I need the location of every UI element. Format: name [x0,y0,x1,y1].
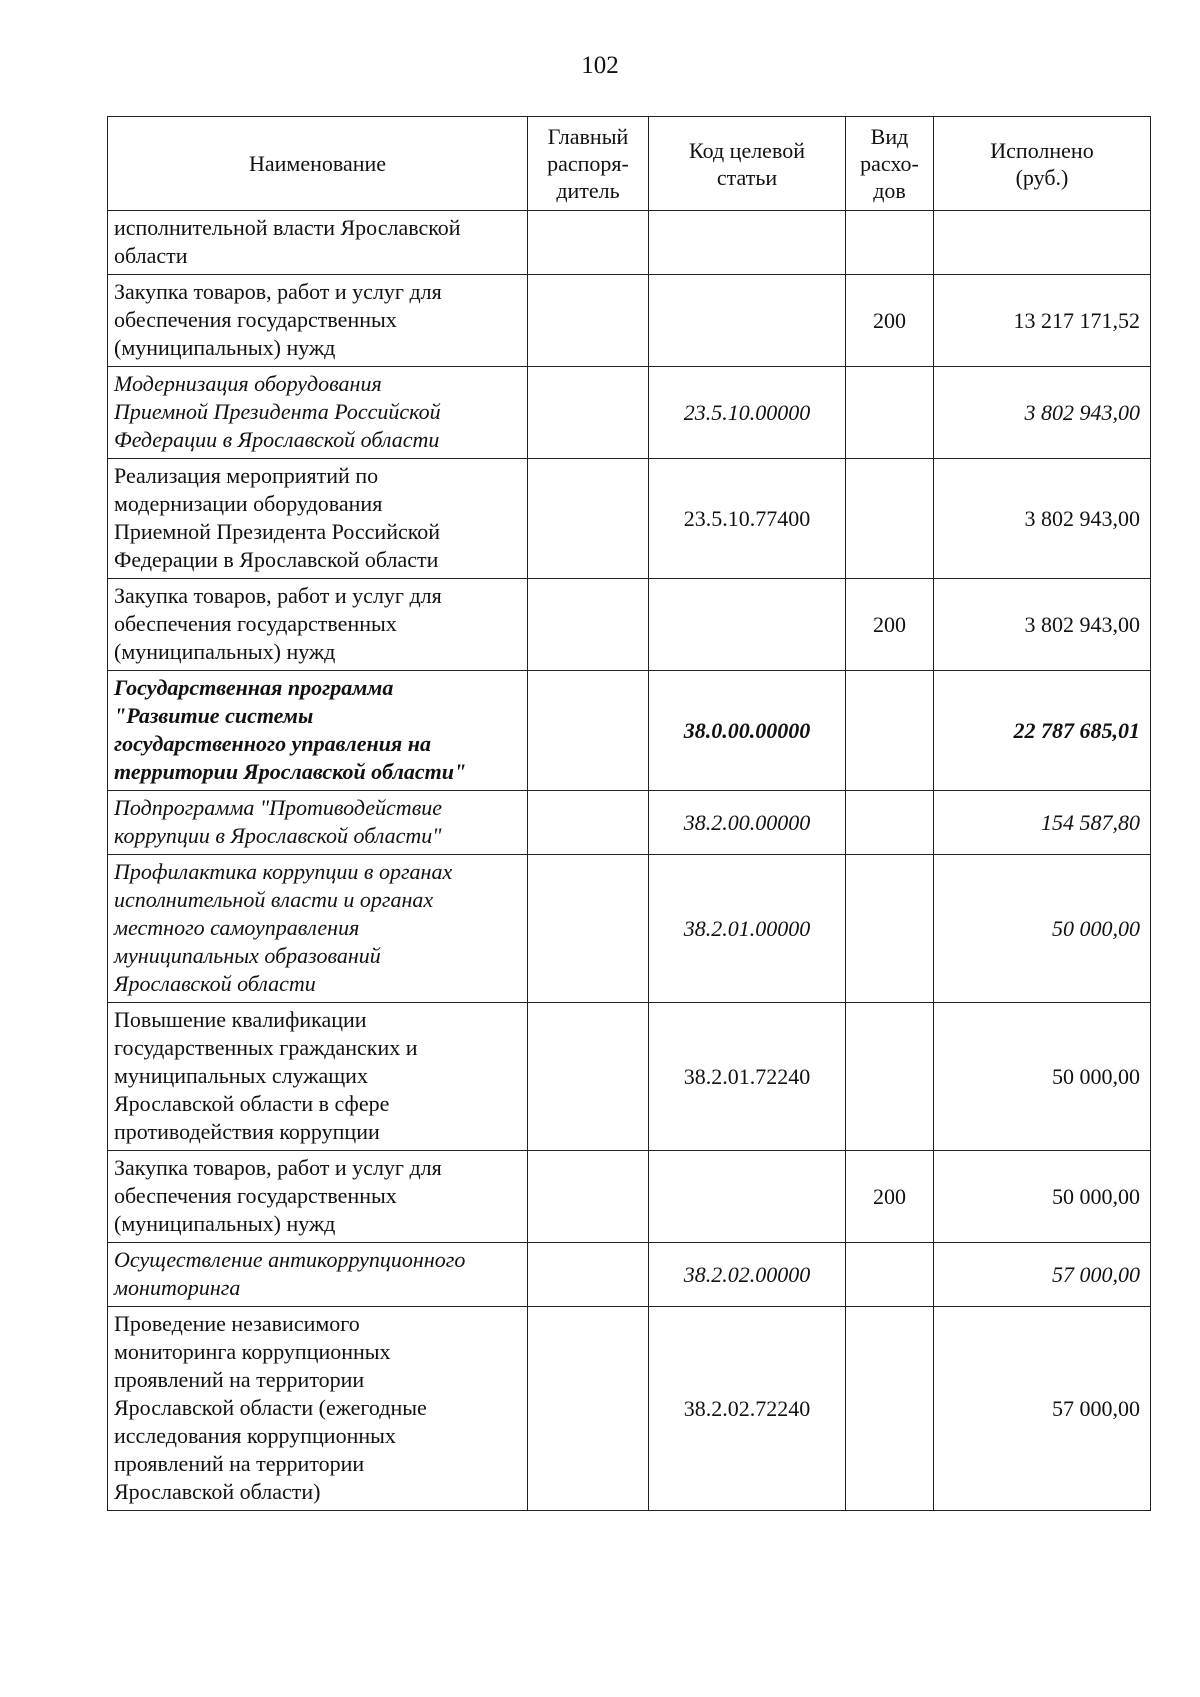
cell-name-line: Ярославской области) [114,1479,321,1504]
cell-name [108,1243,528,1307]
cell-name-line: исследования коррупционных [114,1423,396,1448]
cell-executed-amount: 57 000,00 [934,1307,1151,1511]
cell-admin [528,791,649,855]
cell-name-line: обеспечения государственных [114,611,397,636]
cell-executed-amount: 154 587,80 [934,791,1151,855]
cell-admin [528,367,649,459]
cell-executed-amount: 3 802 943,00 [934,579,1151,671]
cell-name-line: исполнительной власти Ярославской [114,215,461,240]
header-type-line: дов [873,178,906,203]
cell-name [108,1003,528,1151]
cell-name-line: Осуществление антикоррупционного [114,1247,466,1272]
cell-executed-amount [934,211,1151,275]
header-done-line: Исполнено [990,137,1094,163]
cell-name-line: Федерации в Ярославской области [114,547,439,572]
cell-target-code: 38.2.01.72240 [649,1003,846,1151]
cell-name-line: Ярославской области (ежегодные [114,1395,427,1420]
header-code-line: Код целевой [689,137,805,163]
cell-name [108,1307,528,1511]
cell-expense-type [846,671,934,791]
cell-name-line: Приемной Президента Российской [114,399,441,424]
cell-name-line: Проведение независимого [114,1311,360,1336]
cell-target-code [649,275,846,367]
header-admin-line: Главный [547,124,629,149]
header-name [108,117,528,211]
cell-expense-type [846,367,934,459]
cell-admin [528,211,649,275]
cell-name-line: мониторинга коррупционных [114,1339,391,1364]
header-admin-line: дитель [556,178,620,203]
table-row [108,275,1151,367]
cell-name [108,367,528,459]
cell-target-code [649,579,846,671]
header-done [934,117,1151,211]
cell-name-line: Повышение квалификации [114,1007,367,1032]
cell-name-line: (муниципальных) нужд [114,335,336,360]
header-type-line: Вид [870,124,909,149]
cell-name-line: обеспечения государственных [114,307,397,332]
table-row [108,671,1151,791]
header-code [649,117,846,211]
cell-name [108,855,528,1003]
cell-name [108,671,528,791]
header-admin-line: распоря- [547,151,629,176]
cell-name-line: муниципальных образований [114,943,381,968]
cell-name [108,211,528,275]
cell-admin [528,579,649,671]
cell-name-line: "Развитие системы [114,703,314,728]
cell-name-line: местного самоуправления [114,915,360,940]
cell-name-line: Приемной Президента Российской [114,519,441,544]
cell-expense-type [846,855,934,1003]
cell-name-line: государственных гражданских и [114,1035,418,1060]
cell-admin [528,1003,649,1151]
cell-target-code: 23.5.10.77400 [649,459,846,579]
header-type [846,117,934,211]
cell-name-line: проявлений на территории [114,1451,365,1476]
cell-executed-amount: 3 802 943,00 [934,459,1151,579]
table-row [108,1151,1151,1243]
header-admin [528,117,649,211]
cell-target-code: 38.2.02.00000 [649,1243,846,1307]
cell-name-line: Закупка товаров, работ и услуг для [114,583,442,608]
cell-expense-type [846,459,934,579]
cell-expense-type [846,1003,934,1151]
cell-name [108,791,528,855]
cell-name [108,459,528,579]
cell-name-line: области [114,243,188,268]
cell-name [108,579,528,671]
cell-name-line: Ярославской области в сфере [114,1091,390,1116]
cell-name [108,275,528,367]
cell-target-code [649,1151,846,1243]
table-row [108,791,1151,855]
cell-expense-type: 200 [846,275,934,367]
cell-name [108,1151,528,1243]
cell-target-code: 38.2.02.72240 [649,1307,846,1511]
header-type-line: расхо- [860,151,919,176]
cell-executed-amount: 57 000,00 [934,1243,1151,1307]
cell-name-line: Реализация мероприятий по [114,463,379,488]
cell-expense-type [846,211,934,275]
cell-name-line: (муниципальных) нужд [114,1211,336,1236]
cell-name-line: муниципальных служащих [114,1063,368,1088]
cell-name-line: исполнительной власти и органах [114,887,434,912]
cell-admin [528,855,649,1003]
cell-target-code: 38.2.01.00000 [649,855,846,1003]
cell-expense-type [846,1243,934,1307]
cell-target-code: 38.2.00.00000 [649,791,846,855]
cell-expense-type [846,791,934,855]
cell-name-line: Государственная программа [114,675,394,700]
table-row [108,1243,1151,1307]
header-name-label: Наименование [248,151,387,176]
table-row [108,367,1151,459]
cell-expense-type [846,1307,934,1511]
cell-admin [528,459,649,579]
cell-admin [528,275,649,367]
cell-name-line: Закупка товаров, работ и услуг для [114,279,442,304]
cell-admin [528,1307,649,1511]
cell-executed-amount: 50 000,00 [934,1151,1151,1243]
cell-name-line: мониторинга [114,1275,241,1300]
cell-name-line: проявлений на территории [114,1367,365,1392]
table-row [108,459,1151,579]
header-code-line: статьи [716,164,778,190]
cell-name-line: противодействия коррупции [114,1119,380,1144]
cell-executed-amount: 3 802 943,00 [934,367,1151,459]
cell-admin [528,1151,649,1243]
cell-name-line: обеспечения государственных [114,1183,397,1208]
cell-name-line: государственного управления на [114,731,431,756]
table-row [108,211,1151,275]
cell-executed-amount: 13 217 171,52 [934,275,1151,367]
cell-expense-type: 200 [846,579,934,671]
table-body [108,211,1151,1511]
cell-name-line: Модернизация оборудования [114,371,382,396]
table-row [108,855,1151,1003]
cell-expense-type: 200 [846,1151,934,1243]
table-row [108,579,1151,671]
cell-name-line: территории Ярославской области" [114,759,467,784]
budget-execution-table [107,116,1151,1511]
cell-target-code [649,211,846,275]
cell-name-line: Закупка товаров, работ и услуг для [114,1155,442,1180]
cell-admin [528,671,649,791]
cell-admin [528,1243,649,1307]
cell-executed-amount: 50 000,00 [934,1003,1151,1151]
cell-name-line: коррупции в Ярославской области" [114,823,442,848]
cell-executed-amount: 22 787 685,01 [934,671,1151,791]
cell-name-line: модернизации оборудования [114,491,383,516]
cell-executed-amount: 50 000,00 [934,855,1151,1003]
page-number: 102 [581,52,619,79]
cell-target-code: 23.5.10.00000 [649,367,846,459]
cell-name-line: Ярославской области [114,971,316,996]
table-header-row [108,117,1151,211]
cell-target-code: 38.0.00.00000 [649,671,846,791]
cell-name-line: (муниципальных) нужд [114,639,336,664]
cell-name-line: Подпрограмма "Противодействие [114,795,443,820]
cell-name-line: Федерации в Ярославской области [114,427,440,452]
table-row [108,1307,1151,1511]
header-done-line: (руб.) [1015,164,1069,190]
cell-name-line: Профилактика коррупции в органах [114,859,453,884]
table-row [108,1003,1151,1151]
